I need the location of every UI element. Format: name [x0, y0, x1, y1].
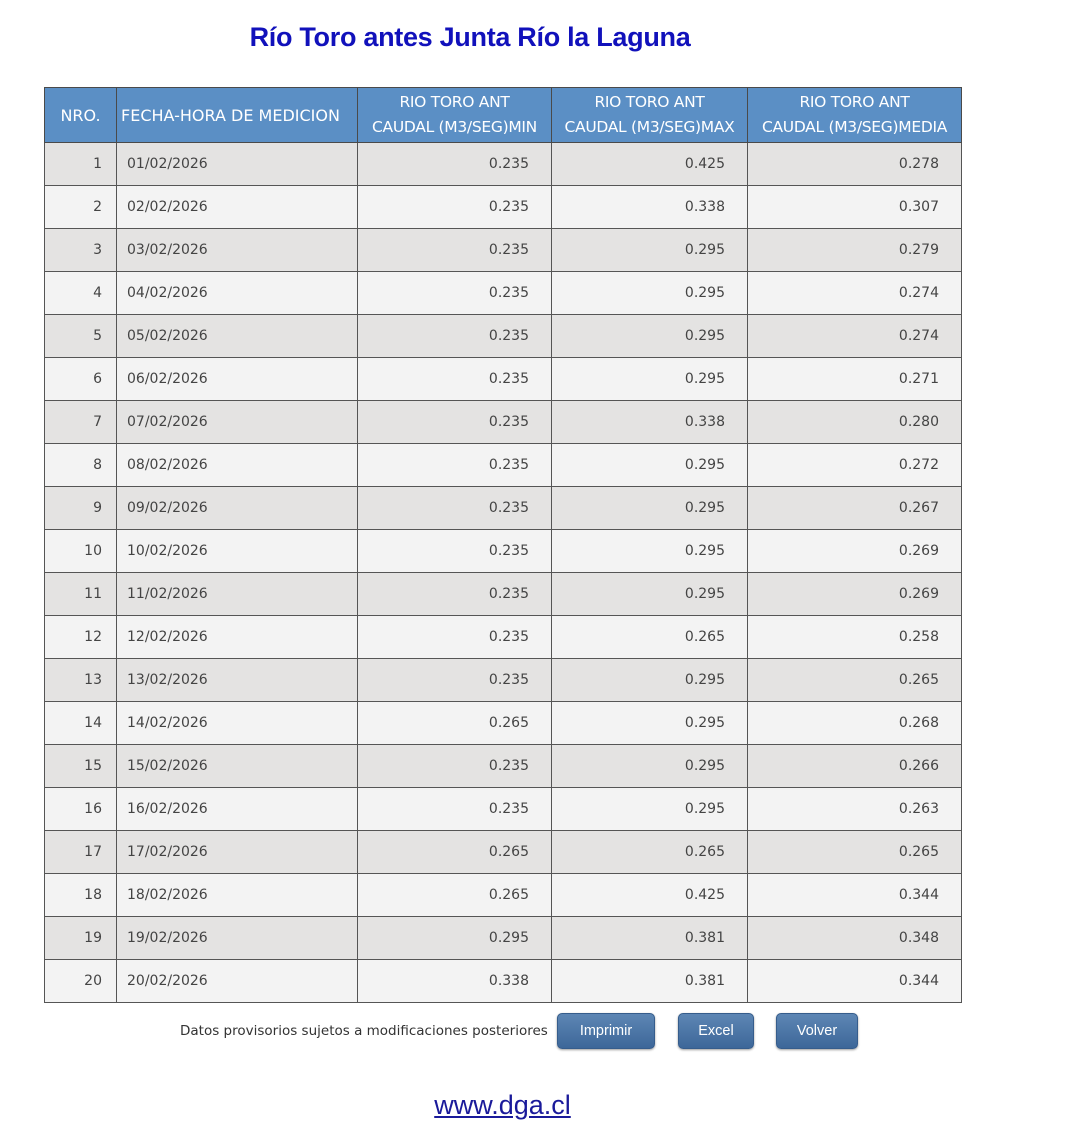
cell-nro: 8 [45, 444, 117, 487]
table-body [45, 143, 962, 1003]
cell-fecha: 06/02/2026 [117, 358, 358, 401]
cell-caudal-max: 0.295 [552, 315, 748, 358]
header-caudal-media-line2: CAUDAL (M3/SEG)MEDIA [761, 118, 948, 136]
cell-caudal-max: 0.381 [552, 917, 748, 960]
cell-caudal-min: 0.235 [358, 487, 552, 530]
header-caudal-max-line1: RIO TORO ANT [594, 93, 705, 111]
cell-caudal-min: 0.235 [358, 444, 552, 487]
cell-caudal-media: 0.265 [748, 659, 962, 702]
cell-fecha: 08/02/2026 [117, 444, 358, 487]
cell-fecha: 07/02/2026 [117, 401, 358, 444]
cell-caudal-media: 0.344 [748, 874, 962, 917]
cell-fecha: 10/02/2026 [117, 530, 358, 573]
header-caudal-max [552, 88, 748, 143]
cell-caudal-media: 0.280 [748, 401, 962, 444]
disclaimer-note: Datos provisorios sujetos a modificaciones posteriores [180, 1023, 548, 1039]
cell-caudal-min: 0.235 [358, 659, 552, 702]
header-caudal-min [358, 88, 552, 143]
cell-caudal-media: 0.268 [748, 702, 962, 745]
header-caudal-media-line1: RIO TORO ANT [799, 93, 910, 111]
cell-caudal-max: 0.295 [552, 487, 748, 530]
cell-caudal-min: 0.265 [358, 831, 552, 874]
cell-caudal-max: 0.295 [552, 659, 748, 702]
cell-caudal-min: 0.235 [358, 788, 552, 831]
cell-nro: 15 [45, 745, 117, 788]
cell-caudal-max: 0.295 [552, 444, 748, 487]
header-fecha: FECHA-HORA DE MEDICION [117, 88, 358, 143]
table-header-row [45, 88, 962, 143]
cell-nro: 3 [45, 229, 117, 272]
cell-fecha: 20/02/2026 [117, 960, 358, 1003]
table-row [45, 702, 962, 745]
header-caudal-min-line1: RIO TORO ANT [399, 93, 510, 111]
cell-caudal-media: 0.271 [748, 358, 962, 401]
cell-fecha: 16/02/2026 [117, 788, 358, 831]
table-row [45, 444, 962, 487]
cell-caudal-max: 0.295 [552, 272, 748, 315]
excel-button[interactable]: Excel [678, 1013, 754, 1049]
cell-fecha: 12/02/2026 [117, 616, 358, 659]
cell-caudal-min: 0.265 [358, 874, 552, 917]
cell-caudal-media: 0.269 [748, 573, 962, 616]
cell-nro: 1 [45, 143, 117, 186]
cell-caudal-media: 0.263 [748, 788, 962, 831]
cell-fecha: 13/02/2026 [117, 659, 358, 702]
table-row [45, 487, 962, 530]
cell-caudal-max: 0.338 [552, 186, 748, 229]
page-title: Río Toro antes Junta Río la Laguna [249, 22, 691, 52]
cell-nro: 19 [45, 917, 117, 960]
cell-caudal-min: 0.235 [358, 315, 552, 358]
cell-caudal-max: 0.425 [552, 143, 748, 186]
table-row [45, 358, 962, 401]
cell-caudal-media: 0.269 [748, 530, 962, 573]
cell-caudal-media: 0.266 [748, 745, 962, 788]
table-row [45, 272, 962, 315]
cell-caudal-min: 0.265 [358, 702, 552, 745]
cell-caudal-max: 0.295 [552, 745, 748, 788]
cell-nro: 12 [45, 616, 117, 659]
cell-caudal-max: 0.295 [552, 573, 748, 616]
cell-nro: 18 [45, 874, 117, 917]
header-caudal-media [748, 88, 962, 143]
cell-caudal-min: 0.235 [358, 401, 552, 444]
cell-nro: 13 [45, 659, 117, 702]
table-row [45, 573, 962, 616]
cell-caudal-media: 0.348 [748, 917, 962, 960]
table-row [45, 917, 962, 960]
cell-caudal-min: 0.235 [358, 573, 552, 616]
cell-fecha: 15/02/2026 [117, 745, 358, 788]
header-caudal-min-line2: CAUDAL (M3/SEG)MIN [372, 118, 537, 136]
cell-fecha: 01/02/2026 [117, 143, 358, 186]
cell-caudal-min: 0.235 [358, 358, 552, 401]
cell-caudal-min: 0.235 [358, 143, 552, 186]
cell-nro: 17 [45, 831, 117, 874]
caudal-table [44, 87, 962, 1003]
cell-caudal-media: 0.265 [748, 831, 962, 874]
cell-fecha: 02/02/2026 [117, 186, 358, 229]
cell-nro: 10 [45, 530, 117, 573]
cell-nro: 4 [45, 272, 117, 315]
cell-caudal-max: 0.425 [552, 874, 748, 917]
cell-caudal-min: 0.235 [358, 229, 552, 272]
cell-caudal-max: 0.295 [552, 788, 748, 831]
cell-caudal-media: 0.344 [748, 960, 962, 1003]
cell-fecha: 03/02/2026 [117, 229, 358, 272]
cell-fecha: 19/02/2026 [117, 917, 358, 960]
header-nro: NRO. [45, 88, 117, 143]
cell-caudal-media: 0.267 [748, 487, 962, 530]
cell-nro: 7 [45, 401, 117, 444]
cell-fecha: 11/02/2026 [117, 573, 358, 616]
table-row [45, 186, 962, 229]
cell-caudal-max: 0.265 [552, 616, 748, 659]
cell-caudal-min: 0.235 [358, 186, 552, 229]
back-button[interactable]: Volver [776, 1013, 858, 1049]
dga-website-link[interactable]: www.dga.cl [434, 1090, 571, 1120]
cell-fecha: 04/02/2026 [117, 272, 358, 315]
cell-caudal-media: 0.274 [748, 272, 962, 315]
cell-nro: 20 [45, 960, 117, 1003]
cell-caudal-media: 0.278 [748, 143, 962, 186]
cell-caudal-media: 0.258 [748, 616, 962, 659]
cell-caudal-max: 0.381 [552, 960, 748, 1003]
table-row [45, 960, 962, 1003]
cell-caudal-media: 0.274 [748, 315, 962, 358]
cell-caudal-min: 0.235 [358, 616, 552, 659]
cell-caudal-max: 0.295 [552, 530, 748, 573]
cell-caudal-media: 0.279 [748, 229, 962, 272]
table-row [45, 616, 962, 659]
print-button[interactable]: Imprimir [557, 1013, 655, 1049]
cell-caudal-max: 0.295 [552, 229, 748, 272]
table-row [45, 831, 962, 874]
cell-fecha: 09/02/2026 [117, 487, 358, 530]
cell-fecha: 14/02/2026 [117, 702, 358, 745]
table-row [45, 530, 962, 573]
cell-caudal-media: 0.307 [748, 186, 962, 229]
cell-caudal-min: 0.235 [358, 745, 552, 788]
cell-nro: 11 [45, 573, 117, 616]
cell-fecha: 05/02/2026 [117, 315, 358, 358]
table-row [45, 143, 962, 186]
cell-caudal-max: 0.295 [552, 702, 748, 745]
cell-nro: 2 [45, 186, 117, 229]
table-row [45, 788, 962, 831]
cell-caudal-max: 0.338 [552, 401, 748, 444]
cell-caudal-min: 0.338 [358, 960, 552, 1003]
cell-nro: 9 [45, 487, 117, 530]
cell-caudal-media: 0.272 [748, 444, 962, 487]
table-row [45, 874, 962, 917]
cell-caudal-min: 0.235 [358, 530, 552, 573]
cell-caudal-min: 0.295 [358, 917, 552, 960]
table-row [45, 229, 962, 272]
table-row [45, 401, 962, 444]
table-row [45, 745, 962, 788]
cell-nro: 5 [45, 315, 117, 358]
table-row [45, 659, 962, 702]
header-caudal-max-line2: CAUDAL (M3/SEG)MAX [564, 118, 735, 136]
table-row [45, 315, 962, 358]
cell-nro: 14 [45, 702, 117, 745]
cell-fecha: 17/02/2026 [117, 831, 358, 874]
cell-caudal-min: 0.235 [358, 272, 552, 315]
cell-caudal-max: 0.265 [552, 831, 748, 874]
cell-nro: 16 [45, 788, 117, 831]
cell-nro: 6 [45, 358, 117, 401]
cell-caudal-max: 0.295 [552, 358, 748, 401]
cell-fecha: 18/02/2026 [117, 874, 358, 917]
